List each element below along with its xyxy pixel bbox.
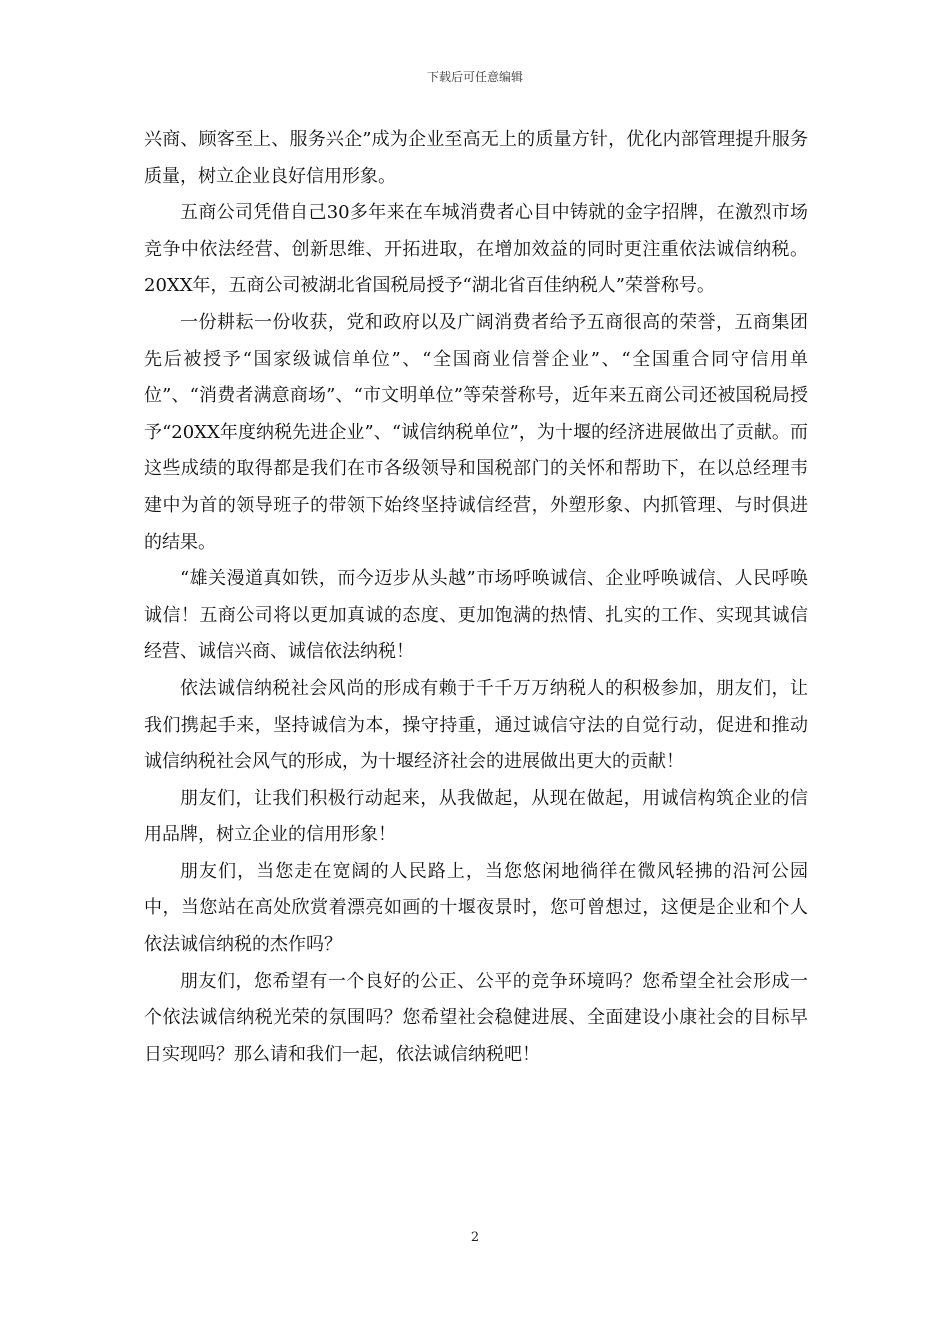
paragraph: 一份耕耘一份收获，党和政府以及广阔消费者给予五商很高的荣誉，五商集团先后被授予“国家级诚信单位”、“全国商业信誉企业”、“全国重合同守信用单位”、“消费者满意商场”、“市文明单位”等荣誉称号，近年来五商公司还被国税局授予“20XX年度纳税先进企业”、“诚信纳税单位”，为十堰的经济进展做出了贡献。而这些成绩的取得都是我们在市各级领导和国税部门的关怀和帮助下，在以总经理韦建中为首的领导班子的带领下始终坚持诚信经营，外塑形象、内抓管理、与时俱进的结果。 — [144, 311, 808, 553]
paragraph: 朋友们，当您走在宽阔的人民路上，当您悠闲地徜徉在微风轻拂的沿河公园中，当您站在高处欣赏着漂亮如画的十堰夜景时，您可曾想过，这便是企业和个人依法诚信纳税的杰作吗？ — [144, 860, 808, 956]
paragraph: 朋友们，您希望有一个良好的公正、公平的竞争环境吗？您希望全社会形成一个依法诚信纳税光荣的氛围吗？您希望社会稳健进展、全面建设小康社会的目标早日实现吗？那么请和我们一起，依法诚信纳税吧！ — [144, 970, 808, 1065]
paragraph: “雄关漫道真如铁，而今迈步从头越”市场呼唤诚信、企业呼唤诚信、人民呼唤诚信！五商公司将以更加真诚的态度、更加饱满的热情、扎实的工作、实现其诚信经营、诚信兴商、诚信依法纳税！ — [144, 568, 808, 663]
page-number: 2 — [470, 1230, 480, 1245]
paragraph: 依法诚信纳税社会风尚的形成有赖于千千万万纳税人的积极参加，朋友们，让我们携起手来，坚持诚信为本，操守持重，通过诚信守法的自觉行动，促进和推动诚信纳税社会风气的形成，为十堰经济社会的进展做出更大的贡献！ — [144, 677, 808, 773]
paragraph-continuation: 兴商、顾客至上、服务兴企”成为企业至高无上的质量方针，优化内部管理提升服务质量，树立企业良好信用形象。 — [144, 129, 808, 187]
page-header: 下载后可任意编辑 — [426, 70, 523, 84]
paragraph: 五商公司凭借自己30多年来在车城消费者心目中铸就的金字招牌，在激烈市场竞争中依法经营、创新思维、开拓进取，在增加效益的同时更注重依法诚信纳税。20XX年，五商公司被湖北省国税局授予“湖北省百佳纳税人”荣誉称号。 — [144, 202, 808, 297]
document-body — [144, 122, 808, 1073]
paragraph: 朋友们，让我们积极行动起来，从我做起，从现在做起，用诚信构筑企业的信用品牌，树立企业的信用形象！ — [144, 787, 808, 846]
